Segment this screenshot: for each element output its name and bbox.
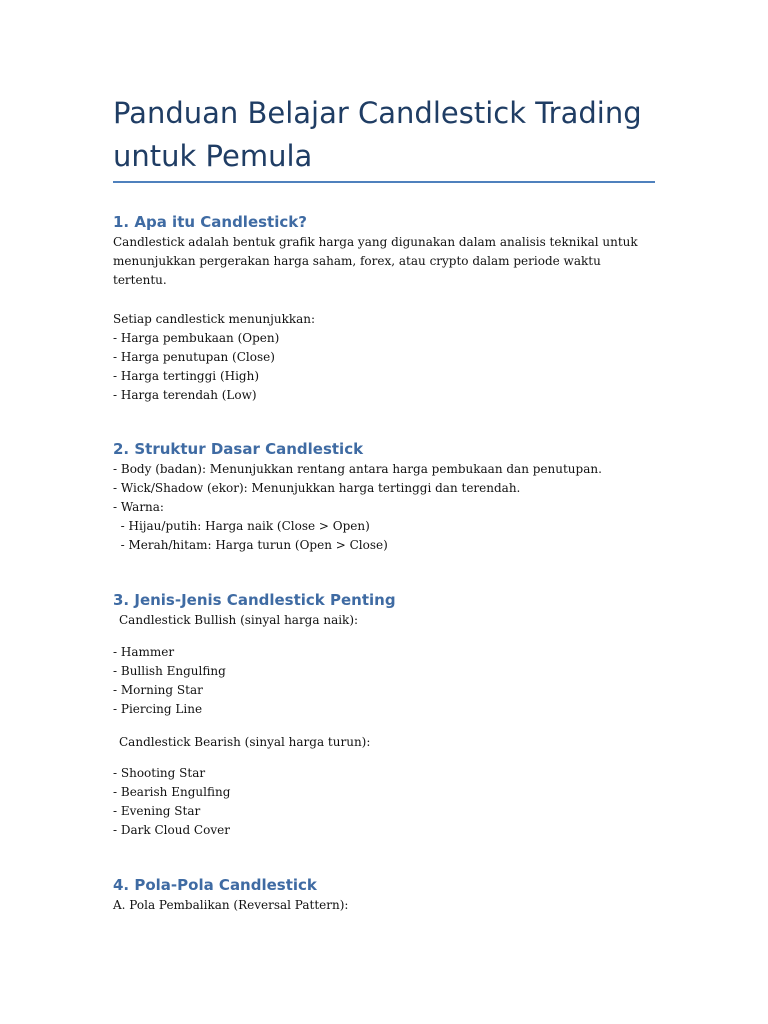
list-item: - Harga terendah (Low) [113, 388, 257, 403]
section-heading: 3. Jenis-Jenis Candlestick Penting [113, 590, 396, 609]
list-item: - Warna: [113, 500, 164, 515]
document-page [113, 92, 658, 915]
list-item: - Dark Cloud Cover [113, 823, 230, 838]
list-item: - Harga pembukaan (Open) [113, 330, 280, 345]
section-heading: 1. Apa itu Candlestick? [113, 213, 307, 231]
list-item: - Evening Star [113, 804, 201, 819]
list-item: - Body (badan): Menunjukkan rentang antara harga pembukaan dan penutupan. [113, 461, 602, 476]
list-intro: Setiap candlestick menunjukkan: [113, 311, 316, 326]
section-4 [113, 874, 658, 915]
document-title: Panduan Belajar Candlestick Trading untuk Pemula [113, 96, 642, 173]
bearish-label: Candlestick Bearish (sinyal harga turun): [119, 734, 371, 749]
list-item: - Bearish Engulfing [113, 785, 231, 800]
section-3 [113, 589, 658, 841]
section-heading: 2. Struktur Dasar Candlestick [113, 439, 364, 458]
list-item: - Harga tertinggi (High) [113, 369, 260, 384]
list-item: - Wick/Shadow (ekor): Menunjukkan harga tertinggi dan terendah. [113, 480, 521, 495]
section-1 [113, 211, 658, 406]
section-2 [113, 438, 658, 556]
list-item: - Bullish Engulfing [113, 664, 226, 679]
bullish-label: Candlestick Bullish (sinyal harga naik): [119, 612, 359, 627]
title-divider [113, 181, 655, 183]
list-item: - Hammer [113, 644, 175, 659]
section-heading: 4. Pola-Pola Candlestick [113, 875, 317, 894]
list-item: - Harga penutupan (Close) [113, 350, 275, 365]
list-item: - Piercing Line [113, 702, 203, 717]
list-item: - Shooting Star [113, 765, 206, 780]
section-intro: Candlestick adalah bentuk grafik harga yang digunakan dalam analisis teknikal untuk menunjukkan pergerakan harga saham, forex, atau crypto dalam periode waktu tertentu. [113, 235, 638, 288]
list-item: - Hijau/putih: Harga naik (Close > Open) [113, 519, 370, 534]
list-item: - Morning Star [113, 683, 203, 698]
list-item: - Merah/hitam: Harga turun (Open > Close) [113, 538, 388, 553]
list-item: A. Pola Pembalikan (Reversal Pattern): [113, 897, 349, 912]
